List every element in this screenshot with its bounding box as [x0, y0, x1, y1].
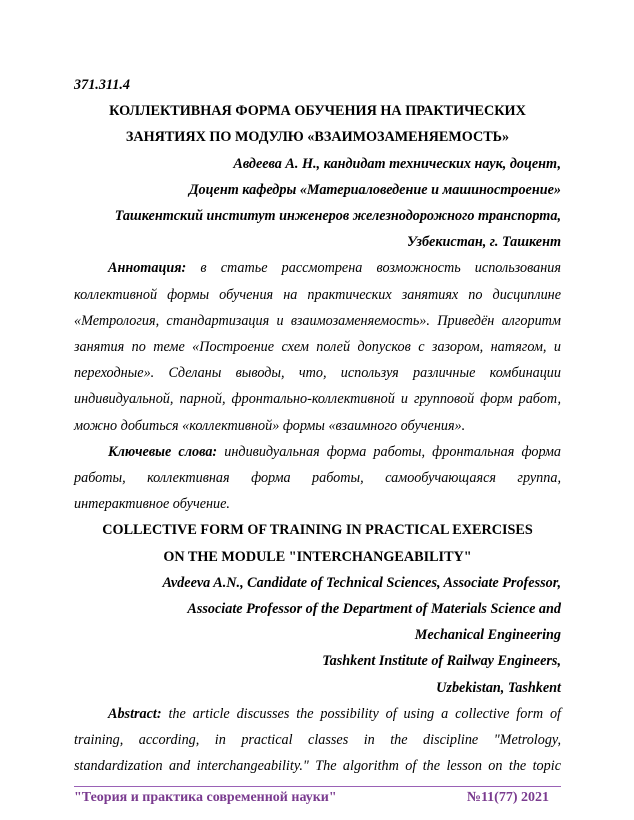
ru-annotation-line: Аннотация: в статье рассмотрена возможность использования	[108, 260, 561, 277]
ru-title-line-2: ЗАНЯТИЯХ ПО МОДУЛЮ «ВЗАИМОЗАМЕНЯЕМОСТЬ»	[125, 129, 510, 146]
en-author-line: Uzbekistan, Tashkent	[436, 679, 561, 696]
ru-keywords-line: Ключевые слова: индивидуальная форма работы, фронтальная форма	[108, 443, 561, 460]
en-abstract-line: standardization and interchangeability." The algorithm of the lesson on the topic	[74, 758, 561, 775]
ru-keywords-line: работы, коллективная форма работы, самообучающаяся группа,	[74, 470, 561, 487]
en-author-line: Tashkent Institute of Railway Engineers,	[322, 653, 561, 670]
en-abstract-label: Abstract:	[108, 705, 162, 722]
udc-code: 371.311.4	[74, 77, 130, 93]
issue-number: №11(77) 2021	[466, 790, 549, 805]
en-author-line: Mechanical Engineering	[414, 627, 561, 644]
ru-author-line: Доцент кафедры «Материаловедение и машиностроение»	[188, 181, 561, 198]
ru-annotation-line: индивидуальной, парной, фронтально-коллективной и групповой форм работ,	[74, 391, 561, 408]
en-title-line-2: ON THE MODULE "INTERCHANGEABILITY"	[163, 548, 472, 565]
ru-author-line: Ташкентский институт инженеров железнодорожного транспорта,	[114, 208, 561, 225]
ru-author-line: Авдеева А. Н., кандидат технических наук, доцент,	[233, 155, 561, 172]
en-author-line: Avdeeva A.N., Candidate of Technical Sciences, Associate Professor,	[162, 574, 561, 591]
ru-annotation-line: «Метрология, стандартизация и взаимозаменяемость». Приведён алгоритм	[74, 312, 561, 329]
article-page	[74, 58, 561, 779]
ru-annotation-line: коллективной формы обучения на практических занятиях по дисциплине	[74, 286, 561, 303]
en-title-line-1: COLLECTIVE FORM OF TRAINING IN PRACTICAL EXERCISES	[102, 522, 533, 539]
ru-annotation-label: Аннотация:	[108, 260, 187, 277]
ru-annotation-line: переходные». Сделаны выводы, что, используя различные комбинации	[74, 365, 561, 382]
ru-title-line-1: КОЛЛЕКТИВНАЯ ФОРМА ОБУЧЕНИЯ НА ПРАКТИЧЕСКИХ	[109, 103, 526, 120]
journal-name: "Теория и практика современной науки"	[74, 790, 337, 805]
en-abstract-line: Abstract: the article discusses the possibility of using a collective form of	[108, 705, 561, 722]
ru-annotation-line: можно добиться «коллективной» формы «взаимного обучения».	[74, 417, 466, 434]
footer-divider	[74, 786, 561, 787]
ru-annotation-line: занятия по теме «Построение схем полей допусков с зазором, натягом, и	[74, 339, 561, 356]
ru-keywords-line: интерактивное обучение.	[74, 496, 230, 513]
ru-keywords-label: Ключевые слова:	[108, 443, 218, 460]
en-abstract-line: training, according, in practical classes in the discipline "Metrology,	[74, 732, 561, 749]
ru-author-line: Узбекистан, г. Ташкент	[406, 234, 561, 251]
en-author-line: Associate Professor of the Department of Materials Science and	[187, 601, 561, 618]
